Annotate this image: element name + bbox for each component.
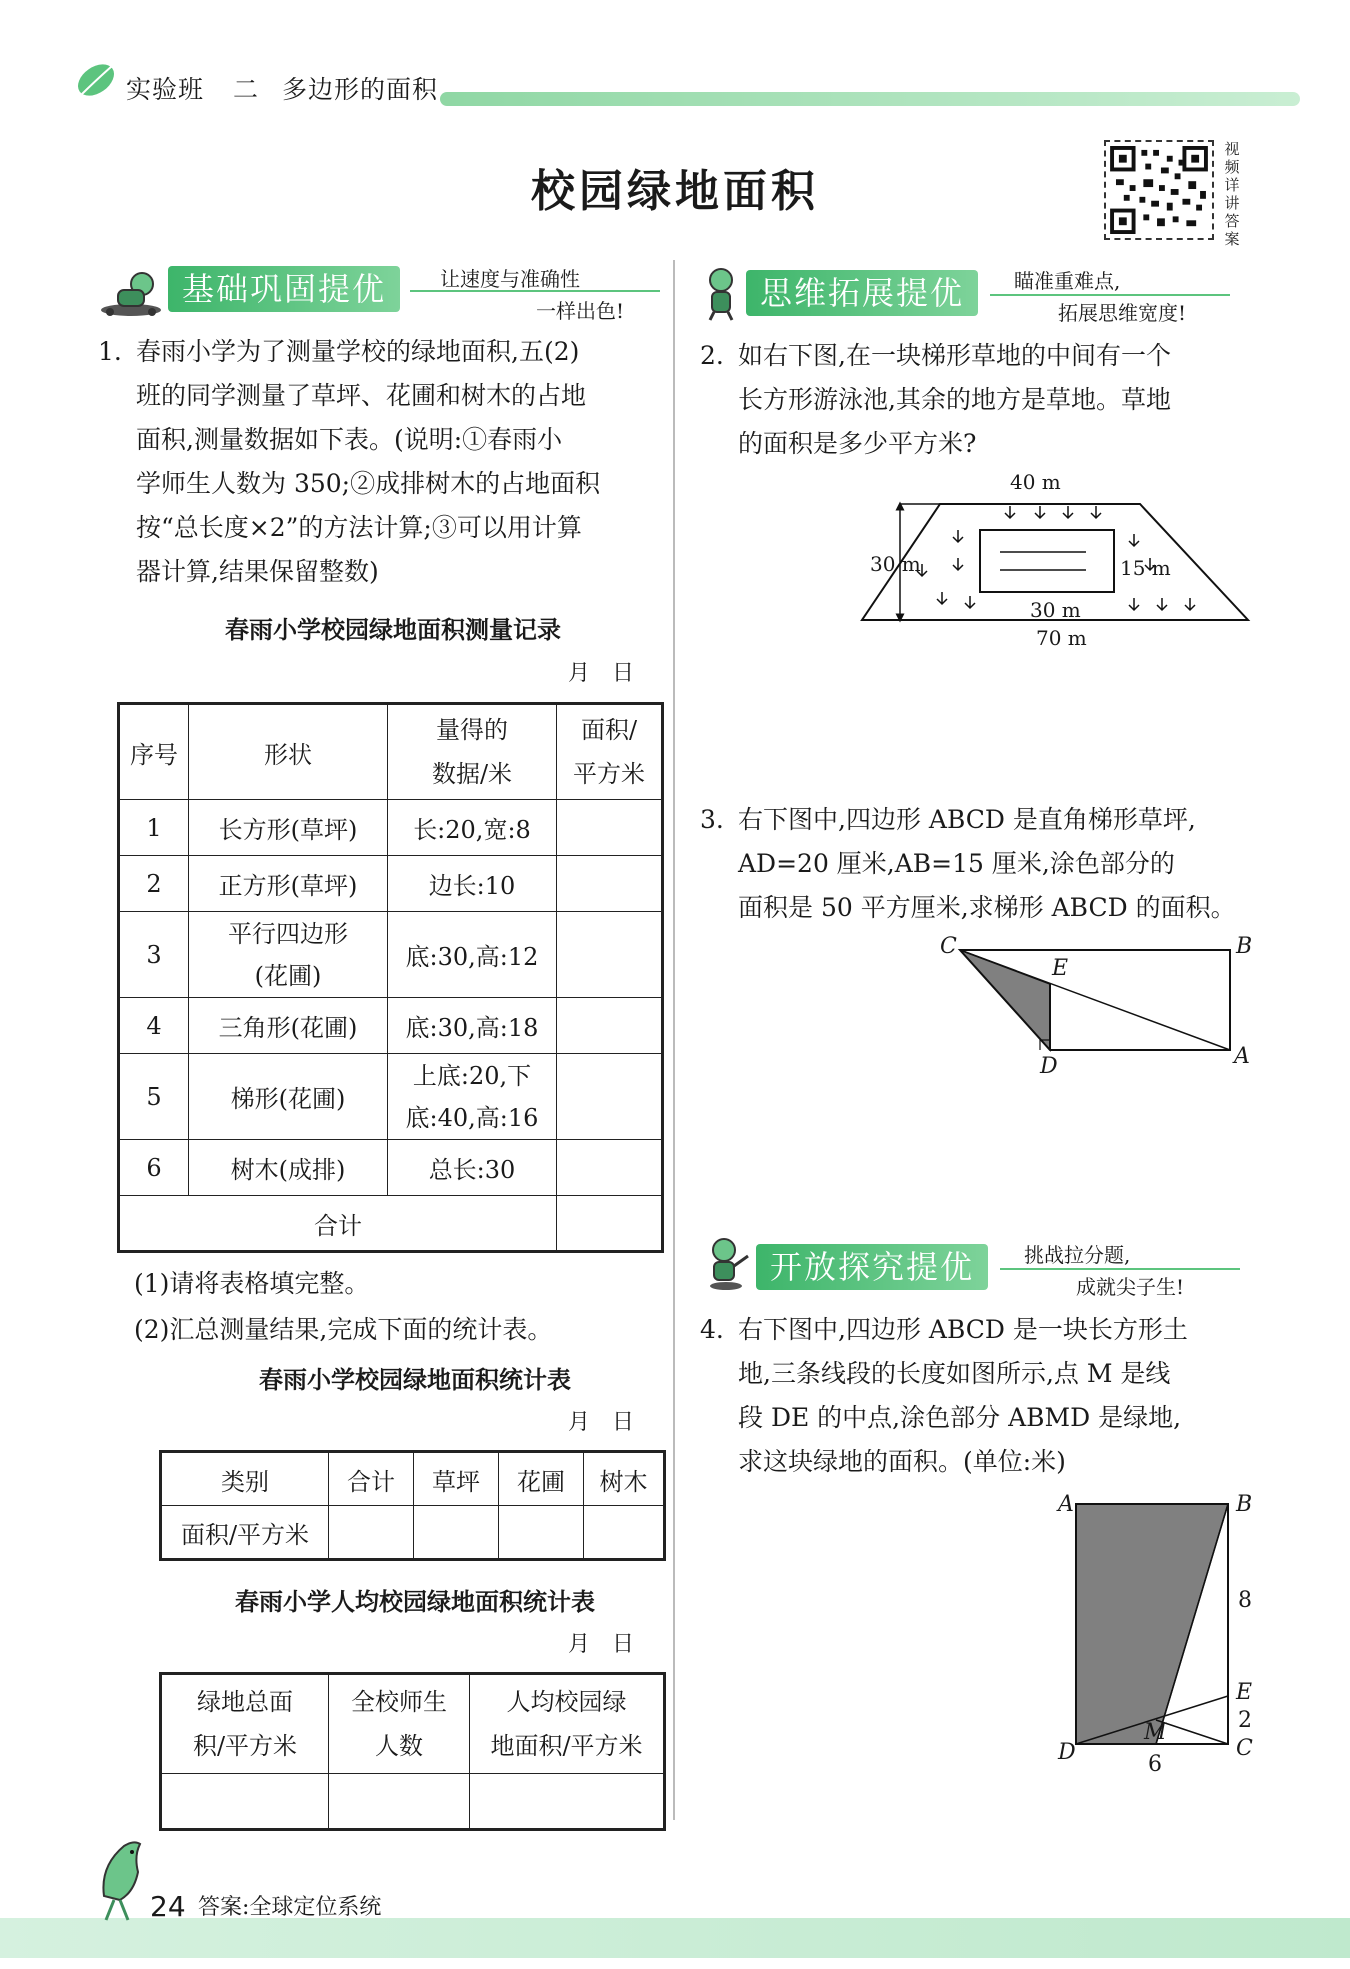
qr-caption-char: 案 (1224, 230, 1240, 248)
header-line: 数据/米 (431, 760, 513, 788)
chapter-number: 二 (232, 75, 259, 104)
table-row (119, 1054, 663, 1140)
data-line: 底:40,高:16 (405, 1103, 539, 1132)
vertex-label-b: B (1236, 1492, 1253, 1517)
table-header (329, 1674, 470, 1774)
table-header: 序号 (119, 704, 189, 800)
header-line: 全校师生 (351, 1688, 447, 1716)
area-answer-cell[interactable] (557, 912, 663, 998)
question-line: 如右下图,在一块梯形草地的中间有一个 (738, 341, 1171, 370)
table-header: 类别 (161, 1452, 329, 1506)
point-label-e: E (1052, 956, 1069, 981)
table-header (161, 1674, 329, 1774)
table-header: 树木 (584, 1452, 665, 1506)
right-trapezoid-figure (940, 930, 1240, 1070)
qr-caption-char: 答 (1224, 212, 1240, 230)
data-cell: 底:30,高:18 (388, 998, 557, 1054)
table-header (557, 704, 663, 800)
row-number: 4 (119, 998, 189, 1054)
question-line: 班的同学测量了草坪、花圃和树木的占地 (136, 381, 587, 410)
shape-cell: 梯形(花圃) (189, 1054, 388, 1140)
question-4-text (738, 1308, 1268, 1484)
header-line: 人数 (375, 1732, 423, 1760)
vertex-label-a: A (1234, 1044, 1250, 1069)
footer-answer-note: 答案:全球定位系统 (198, 1895, 382, 1920)
question-line: 器计算,结果保留整数) (136, 557, 379, 586)
question-line: 地,三条线段的长度如图所示,点 M 是线 (738, 1359, 1171, 1388)
question-1-text (136, 330, 666, 594)
table-caption: 春雨小学人均校园绿地面积统计表 (235, 1588, 595, 1616)
table-row (119, 1140, 663, 1196)
qr-caption-char: 讲 (1224, 194, 1240, 212)
summary-table (159, 1450, 666, 1561)
data-cell: 总长:30 (388, 1140, 557, 1196)
dim-pool-height-label: 15 m (1120, 556, 1171, 580)
measurement-table (117, 702, 664, 1253)
table-row (119, 912, 663, 998)
subquestion-1: (1)请将表格填完整。 (134, 1269, 370, 1298)
rectangle-green-area-figure (1070, 1496, 1240, 1756)
table-row (119, 998, 663, 1054)
section-motto-line1: 瞄准重难点, (1014, 269, 1121, 293)
section-banner-thinking: 思维拓展提优 (746, 270, 978, 316)
shape-cell: 正方形(草坪) (189, 856, 388, 912)
row-number: 2 (119, 856, 189, 912)
subquestion-2: (2)汇总测量结果,完成下面的统计表。 (134, 1315, 553, 1344)
table-row (119, 856, 663, 912)
leaf-logo-icon (74, 58, 118, 102)
area-answer-cell[interactable] (557, 998, 663, 1054)
dolphin-mascot-icon (94, 1836, 150, 1926)
question-line: 的面积是多少平方米? (738, 429, 977, 458)
header-line: 人均校园绿 (506, 1688, 627, 1716)
qr-caption-char: 频 (1224, 158, 1240, 176)
section-banner-open: 开放探究提优 (756, 1244, 988, 1290)
total-answer-cell[interactable] (557, 1196, 663, 1252)
per-capita-table (159, 1672, 666, 1831)
vertex-label-d: D (1058, 1740, 1076, 1765)
answer-cell[interactable] (499, 1506, 584, 1560)
section-motto-line2: 一样出色! (536, 299, 625, 323)
table-header: 合计 (329, 1452, 414, 1506)
answer-cell[interactable] (329, 1774, 470, 1830)
area-answer-cell[interactable] (557, 856, 663, 912)
mascot-skateboard-icon (96, 268, 166, 318)
area-answer-cell[interactable] (557, 800, 663, 856)
answer-cell[interactable] (584, 1506, 665, 1560)
answer-cell[interactable] (470, 1774, 665, 1830)
dim-top-label: 40 m (1010, 470, 1061, 494)
question-line: 求这块绿地的面积。(单位:米) (738, 1447, 1066, 1476)
row-number: 1 (119, 800, 189, 856)
table-row (119, 800, 663, 856)
question-line: 面积是 50 平方厘米,求梯形 ABCD 的面积。 (738, 893, 1236, 922)
question-line: 面积,测量数据如下表。(说明:①春雨小 (136, 425, 563, 454)
section-motto-line2: 成就尖子生! (1076, 1275, 1185, 1299)
answer-cell[interactable] (414, 1506, 499, 1560)
length-label-ec: 2 (1238, 1708, 1252, 1733)
qr-code-icon[interactable] (1104, 140, 1214, 240)
series-name: 实验班 (126, 75, 205, 104)
table-caption: 春雨小学校园绿地面积测量记录 (225, 616, 561, 644)
row-label: 面积/平方米 (161, 1506, 329, 1560)
section-banner-basic: 基础巩固提优 (168, 266, 400, 312)
question-line: 长方形游泳池,其余的地方是草地。草地 (738, 385, 1171, 414)
total-label: 合计 (119, 1196, 557, 1252)
page-number: 24 (150, 1890, 186, 1923)
data-line: 上底:20,下 (412, 1061, 532, 1090)
header-title (126, 70, 438, 106)
header-decoration-bar (440, 92, 1300, 106)
question-3-text (738, 798, 1268, 930)
section-motto-line1: 让速度与准确性 (440, 267, 580, 291)
area-answer-cell[interactable] (557, 1140, 663, 1196)
area-answer-cell[interactable] (557, 1054, 663, 1140)
row-number: 3 (119, 912, 189, 998)
table-header (470, 1674, 665, 1774)
header-line: 积/平方米 (192, 1732, 298, 1760)
header-line: 量得的 (436, 716, 508, 744)
data-cell: 长:20,宽:8 (388, 800, 557, 856)
chapter-title: 多边形的面积 (281, 75, 438, 104)
table-row (161, 1506, 665, 1560)
point-label-m: M (1144, 1720, 1167, 1745)
question-number: 3. (700, 805, 724, 834)
table-row (161, 1774, 665, 1830)
vertex-label-c: C (940, 934, 957, 959)
question-line: 学师生人数为 350;②成排树木的占地面积 (136, 469, 601, 498)
shape-line: (花圃) (254, 961, 322, 990)
question-line: 段 DE 的中点,涂色部分 ABMD 是绿地, (738, 1403, 1182, 1432)
vertex-label-b: B (1236, 934, 1253, 959)
shape-cell (189, 912, 388, 998)
question-line: 春雨小学为了测量学校的绿地面积,五(2) (136, 337, 580, 366)
vertex-label-a: A (1058, 1492, 1074, 1517)
length-label-dc: 6 (1148, 1752, 1162, 1777)
qr-caption-char: 详 (1224, 176, 1240, 194)
mascot-explore-icon (700, 1236, 752, 1292)
shape-cell: 长方形(草坪) (189, 800, 388, 856)
month-day-label: 月 日 (568, 1632, 635, 1657)
data-cell: 底:30,高:12 (388, 912, 557, 998)
table-header: 花圃 (499, 1452, 584, 1506)
row-number: 5 (119, 1054, 189, 1140)
shape-cell: 三角形(花圃) (189, 998, 388, 1054)
question-number: 2. (700, 341, 724, 370)
header-line: 平方米 (573, 760, 645, 788)
month-day-label: 月 日 (568, 1410, 635, 1435)
dim-bottom-label: 70 m (1036, 626, 1087, 650)
shape-line: 平行四边形 (228, 919, 348, 948)
length-label-be: 8 (1238, 1588, 1252, 1613)
question-number: 1. (98, 337, 122, 366)
question-line: 右下图中,四边形 ABCD 是一块长方形土 (738, 1315, 1188, 1344)
row-number: 6 (119, 1140, 189, 1196)
table-header: 草坪 (414, 1452, 499, 1506)
table-caption: 春雨小学校园绿地面积统计表 (259, 1366, 571, 1394)
table-header: 形状 (189, 704, 388, 800)
section-motto-line2: 拓展思维宽度! (1058, 301, 1187, 325)
shape-cell: 树木(成排) (189, 1140, 388, 1196)
mascot-thinking-icon (700, 266, 742, 322)
data-cell (388, 1054, 557, 1140)
page-title: 校园绿地面积 (531, 166, 819, 217)
answer-cell[interactable] (161, 1774, 329, 1830)
point-label-e: E (1236, 1680, 1253, 1705)
table-row-total (119, 1196, 663, 1252)
dim-height-label: 30 m (870, 552, 921, 576)
header-line: 地面积/平方米 (490, 1732, 643, 1760)
month-day-label: 月 日 (568, 661, 635, 686)
question-number: 4. (700, 1315, 724, 1344)
question-line: 右下图中,四边形 ABCD 是直角梯形草坪, (738, 805, 1196, 834)
answer-cell[interactable] (329, 1506, 414, 1560)
section-motto-line1: 挑战拉分题, (1024, 1243, 1131, 1267)
header-line: 绿地总面 (197, 1688, 293, 1716)
data-cell: 边长:10 (388, 856, 557, 912)
qr-caption (1220, 140, 1244, 248)
dim-pool-width-label: 30 m (1030, 598, 1081, 622)
question-line: AD=20 厘米,AB=15 厘米,涂色部分的 (738, 849, 1175, 878)
header-line: 面积/ (580, 716, 638, 744)
vertex-label-c: C (1236, 1736, 1253, 1761)
question-line: 按“总长度×2”的方法计算;③可以用计算 (136, 513, 582, 542)
footer-band (0, 1918, 1350, 1958)
table-header (388, 704, 557, 800)
qr-caption-char: 视 (1224, 140, 1240, 158)
question-2-text (738, 334, 1258, 466)
vertex-label-d: D (1040, 1054, 1058, 1079)
